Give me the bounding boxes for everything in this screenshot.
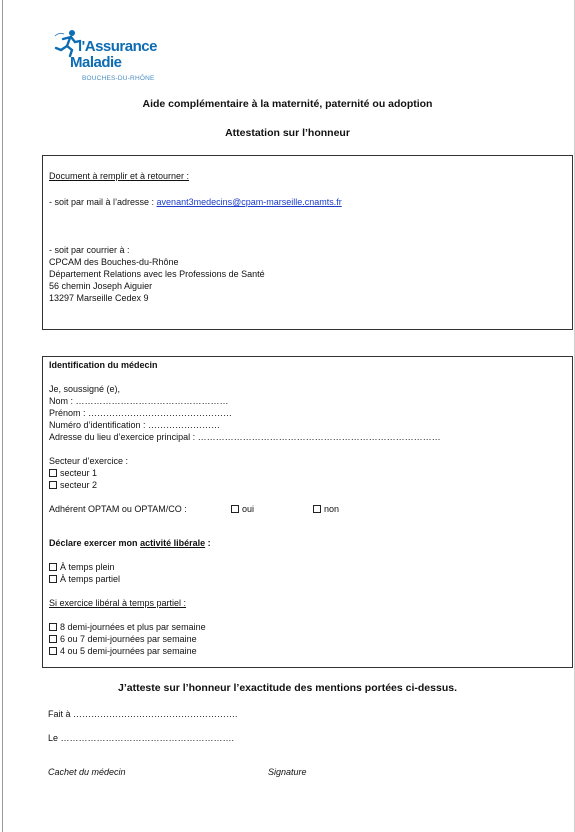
partial-option-6-7[interactable] (49, 633, 197, 645)
partial-label: Si exercice libéral à temps partiel : (49, 598, 187, 608)
id-number-field[interactable]: Numéro d’identification : …………………… (49, 420, 221, 430)
firstname-field[interactable]: Prénom : ………………………………………… (49, 408, 233, 418)
option-label: secteur 1 (60, 468, 98, 478)
checkbox[interactable] (231, 505, 239, 513)
sector-2-option[interactable] (49, 479, 97, 491)
full-time-option[interactable] (49, 561, 115, 573)
option-label: À temps plein (60, 562, 115, 572)
declare-underlined: activité libérale (140, 538, 206, 548)
name-field[interactable]: Nom : …………………………………………… (49, 396, 229, 406)
sector-label: Secteur d’exercice : (49, 456, 129, 466)
option-label: 8 demi-journées et plus par semaine (60, 622, 206, 632)
option-label: 6 ou 7 demi-journées par semaine (60, 634, 197, 644)
checkbox[interactable] (49, 635, 57, 643)
undersigned-line: Je, soussigné (e), (49, 384, 121, 394)
email-link[interactable]: avenant3medecins@cpam-marseille.cnamts.fr (156, 197, 342, 207)
stamp-label: Cachet du médecin (48, 767, 126, 777)
date-field[interactable]: Le …………………………………………………. (48, 733, 235, 743)
partial-option-4-5[interactable] (49, 645, 197, 657)
address-field[interactable]: Adresse du lieu d’exercice principal : ……………………………………………………………………… (49, 432, 441, 442)
option-label: À temps partiel (60, 574, 121, 584)
option-label: non (324, 504, 340, 514)
post-prefix: - soit par courrier à : (49, 245, 130, 255)
mail-prefix: - soit par mail à l’adresse : (49, 197, 157, 207)
optam-no-option[interactable] (313, 503, 339, 515)
declare-suffix: : (205, 538, 211, 548)
optam-label: Adhérent OPTAM ou OPTAM/CO : (49, 504, 187, 514)
option-label: oui (242, 504, 255, 514)
checkbox[interactable] (49, 647, 57, 655)
signature-label: Signature (268, 767, 307, 777)
sector-1-option[interactable] (49, 467, 97, 479)
attestation-statement: J’atteste sur l’honneur l’exactitude des mentions portées ci-dessus. (117, 682, 457, 694)
logo-subline: BOUCHES-DU-RHÔNE (82, 75, 155, 82)
logo-text-line2: Maladie (70, 54, 122, 71)
address-line: 56 chemin Joseph Aiguier (49, 281, 153, 291)
address-line: CPCAM des Bouches-du-Rhône (49, 257, 179, 267)
declare-prefix: Déclare exercer mon (49, 538, 141, 548)
checkbox[interactable] (49, 469, 57, 477)
partial-option-8[interactable] (49, 621, 206, 633)
place-field[interactable]: Fait à ………………………………………………. (48, 709, 238, 719)
option-label: secteur 2 (60, 480, 98, 490)
page-left-edge (2, 0, 3, 832)
part-time-option[interactable] (49, 573, 120, 585)
checkbox[interactable] (49, 563, 57, 571)
optam-yes-option[interactable] (231, 503, 254, 515)
document-subtitle: Attestation sur l’honneur (225, 127, 350, 139)
address-line: 13297 Marseille Cedex 9 (49, 293, 149, 303)
checkbox[interactable] (313, 505, 321, 513)
document-title: Aide complémentaire à la maternité, paternité ou adoption (142, 98, 433, 110)
return-heading: Document à remplir et à retourner : (49, 171, 190, 181)
declare-line (49, 537, 211, 549)
identification-box (42, 356, 573, 668)
option-label: 4 ou 5 demi-journées par semaine (60, 646, 197, 656)
checkbox[interactable] (49, 575, 57, 583)
assurance-maladie-logo (48, 24, 160, 88)
checkbox[interactable] (49, 481, 57, 489)
address-line: Département Relations avec les Professions de Santé (49, 269, 265, 279)
checkbox[interactable] (49, 623, 57, 631)
identification-heading: Identification du médecin (49, 360, 158, 370)
logo-text-line1: l'Assurance (78, 38, 157, 55)
mail-line (49, 196, 342, 208)
return-instructions-box (42, 155, 573, 330)
